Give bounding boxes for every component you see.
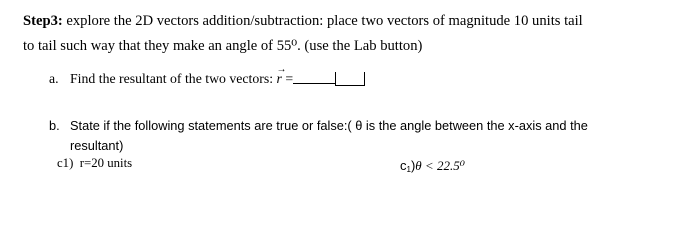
- statement-c2-text: θ < 22.5⁰: [415, 158, 465, 173]
- question-a-prompt: Find the resultant of the two vectors:: [70, 71, 274, 86]
- answer-blank-line[interactable]: [293, 71, 335, 84]
- question-a-label: a.: [49, 71, 59, 86]
- vector-r-symbol: [276, 64, 287, 87]
- statement-c1-label: c1): [57, 156, 74, 170]
- statement-c2: [400, 158, 465, 174]
- question-b-label: b.: [49, 118, 60, 133]
- question-b-line2: resultant): [70, 138, 124, 153]
- equals-sign: =: [285, 71, 294, 86]
- step3-text-line1: explore the 2D vectors addition/subtraction: place two vectors of magnitude 10 units tail: [66, 13, 583, 29]
- answer-box[interactable]: [335, 72, 365, 86]
- step3-line1: [23, 13, 583, 30]
- question-b-line1: State if the following statements are true or false:( θ is the angle between the x-axis and the: [70, 118, 588, 133]
- statement-c1-text: r=20 units: [79, 156, 133, 170]
- statement-c2-label-sub: 1: [406, 165, 411, 174]
- step3-line2: to tail such way that they make an angle of 55⁰. (use the Lab button): [23, 38, 423, 54]
- vector-arrow-icon: →: [276, 64, 287, 75]
- statement-c1: [57, 156, 132, 171]
- step3-label: Step3:: [23, 13, 63, 29]
- question-b: [49, 118, 588, 133]
- question-a: [49, 64, 365, 87]
- vector-r-letter: r: [276, 71, 282, 86]
- statement-c2-label-letter: c: [400, 158, 407, 173]
- statement-c2-label-tail: ): [410, 158, 416, 173]
